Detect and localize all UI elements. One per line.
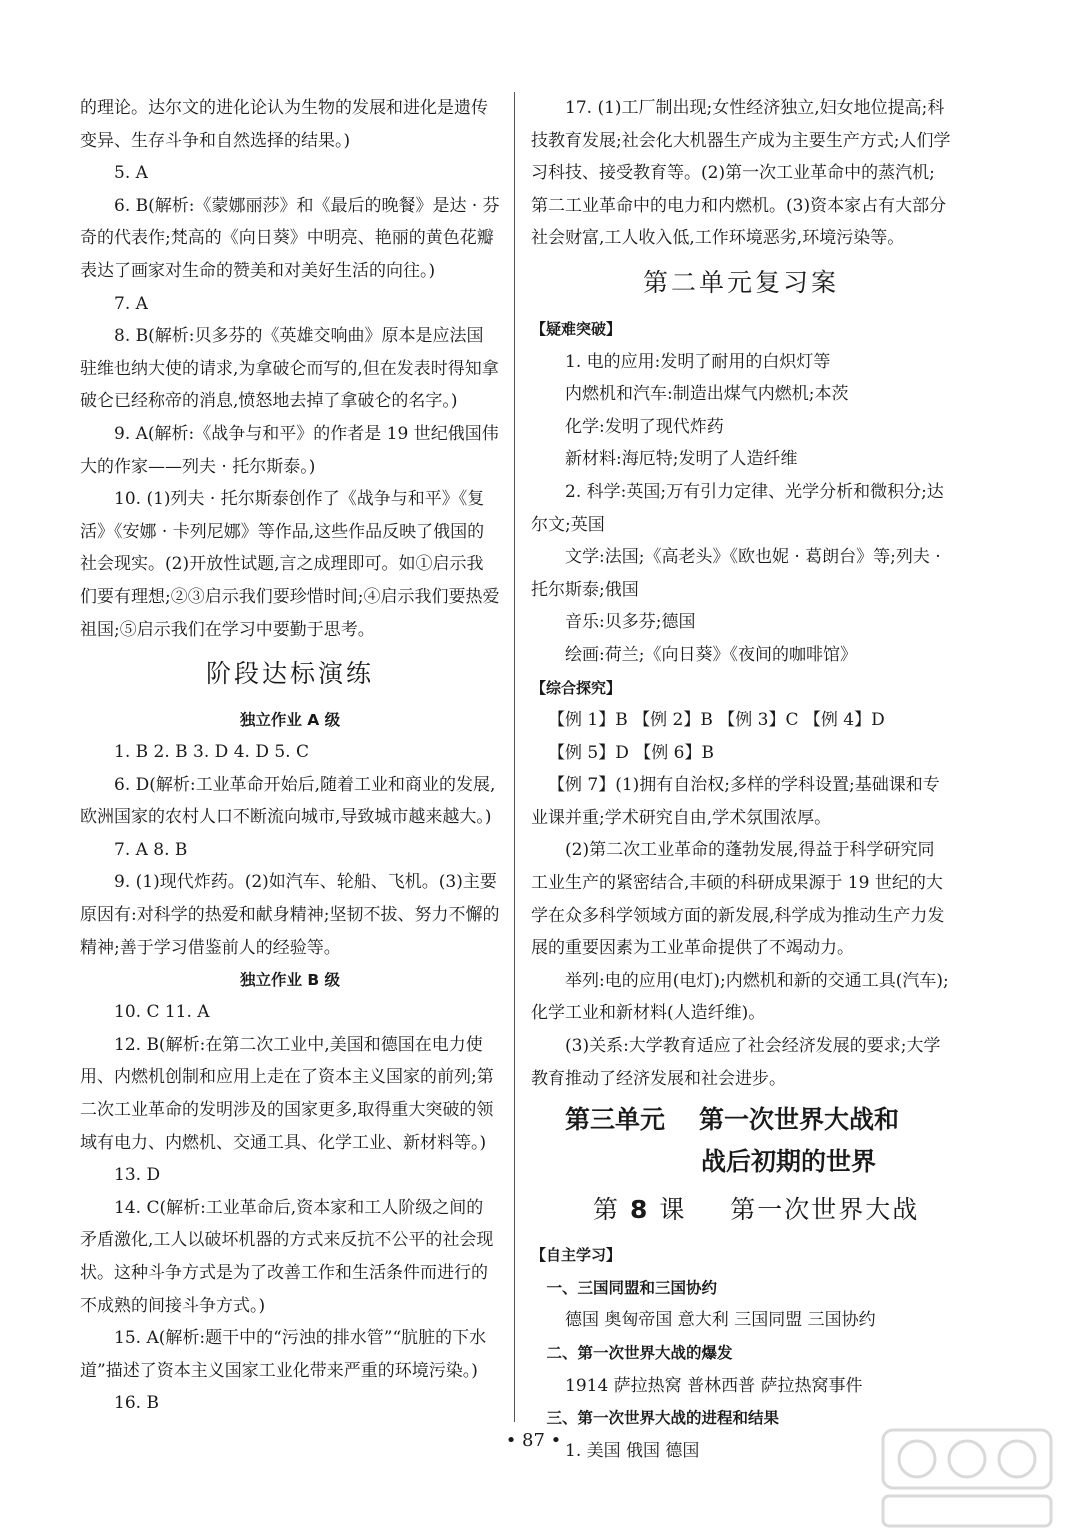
left-paragraph-12: 9. (1)现代炸药。(2)如汽车、轮船、飞机。(3)主要原因有:对科学的热爱和献身精神;坚韧不拔、努力不懈的精神;善于学习借鉴前人的经验等。 — [80, 872, 500, 958]
left-subsection-heading-13: 独立作业 B 级 — [239, 971, 341, 990]
left-paragraph-15: 12. B(解析:在第二次工业中,美国和德国在电力使用、内燃机创制和应用上走在了资本主义国家的前列;第二次工业革命的发明涉及的国家更多,取得重大突破的领域有电力、内燃机、交通工具、化学工业、新材料等。) — [80, 1034, 494, 1153]
left-paragraph-18: 15. A(解析:题干中的“污浊的排水管”“肮脏的下水道”描述了资本主义国家工业化带来严重的环境污染。) — [80, 1328, 487, 1381]
left-paragraph-17: 14. C(解析:工业革命后,资本家和工人阶级之间的矛盾激化,工人以破坏机器的方式来反抗不公平的社会现状。这种斗争方式是为了改善工作和生活条件而进行的不成熟的间接斗争方式。) — [80, 1197, 494, 1316]
right-lower-paragraph-6: 1. 美国 俄国 德国 — [565, 1440, 700, 1461]
right-lower-paragraph-2: 德国 奥匈帝国 意大利 三国同盟 三国协约 — [565, 1310, 876, 1331]
right-paragraph-6: 新材料:海厄特;发明了人造纤维 — [565, 449, 798, 470]
right-paragraph-16: 举列:电的应用(电灯);内燃机和新的交通工具(汽车);化学工业和新材料(人造纤维)。 — [531, 970, 949, 1024]
left-paragraph-6: 10. (1)列夫 · 托尔斯泰创作了《战争与和平》《复活》《安娜 · 卡列尼娜》等作品,这些作品反映了俄国的社会现实。(2)开放性试题,言之成理即可。如①启示我们要有理想;②③启示我们要珍惜时间;④启示我们要热爱祖国;⑤启示我们在学习中要勤于思考。 — [80, 489, 500, 640]
left-section-heading-7: 阶段达标演练 — [205, 659, 374, 689]
lesson-suffix: 课 — [659, 1195, 687, 1225]
unit-title-line2: 战后初期的世界 — [701, 1147, 877, 1177]
left-paragraph-19: 16. B — [114, 1393, 159, 1414]
right-bracket-heading-2: 【疑难突破】 — [531, 319, 622, 338]
left-paragraph-14: 10. C 11. A — [114, 1002, 210, 1023]
right-paragraph-9: 音乐:贝多芬;德国 — [565, 612, 696, 633]
right-paragraph-8: 文学:法国;《高老头》《欧也妮 · 葛朗台》等;列夫 · 托尔斯泰;俄国 — [531, 547, 941, 600]
right-paragraph-17: (3)关系:大学教育适应了社会经济发展的要求;大学教育推动了经济发展和社会进步。 — [531, 1036, 941, 1089]
left-paragraph-5: 9. A(解析:《战争与和平》的作者是 19 世纪俄国伟大的作家——列夫 · 托尔斯泰。) — [80, 423, 499, 477]
left-paragraph-0: 的理论。达尔文的进化论认为生物的发展和进化是遗传变异、生存斗争和自然选择的结果。) — [80, 98, 488, 151]
unit-title-line1: 第一次世界大战和 — [699, 1105, 900, 1135]
right-bracket-heading-11: 【综合探究】 — [531, 678, 622, 697]
left-paragraph-9: 1. B 2. B 3. D 4. D 5. C — [114, 742, 309, 763]
right-lower-bracket-heading-0: 【自主学习】 — [531, 1246, 622, 1265]
right-paragraph-5: 化学:发明了现代炸药 — [565, 416, 724, 437]
left-paragraph-1: 5. A — [114, 163, 148, 184]
lesson-title — [531, 1187, 951, 1233]
lesson-name: 第一次世界大战 — [730, 1195, 920, 1225]
right-paragraph-4: 内燃机和汽车:制造出煤气内燃机;本茨 — [565, 384, 849, 405]
unit-label: 第三单元 — [565, 1105, 666, 1135]
right-column — [531, 92, 951, 1467]
right-lower-topic-heading-1: 一、三国同盟和三国协约 — [546, 1278, 718, 1297]
right-column-part-a — [531, 92, 951, 1095]
right-paragraph-14: 【例 7】(1)拥有自治权;多样的学科设置;基础课和专业课并重;学术研究自由,学术氛围浓厚。 — [531, 775, 940, 828]
lesson-number: 8 — [629, 1195, 650, 1225]
right-paragraph-13: 【例 5】D 【例 6】B — [548, 742, 714, 763]
left-subsection-heading-8: 独立作业 A 级 — [239, 711, 341, 730]
left-paragraph-10: 6. D(解析:工业革命开始后,随着工业和商业的发展,欧洲国家的农村人口不断流向城市,导致城市越来越大。) — [80, 774, 496, 828]
right-paragraph-0: 17. (1)工厂制出现;女性经济独立,妇女地位提高;科技教育发展;社会化大机器生产成为主要生产方式;人们学习科技、接受教育等。(2)第一次工业革命中的蒸汽机;第二工业革命中的电力和内燃机。(3)资本家占有大部分社会财富,工人收入低,工作环境恶劣,环境污染等。 — [531, 98, 951, 249]
left-paragraph-2: 6. B(解析:《蒙娜丽莎》和《最后的晚餐》是达 · 芬奇的代表作;梵高的《向日葵》中明亮、艳丽的黄色花瓣表达了画家对生命的赞美和对美好生活的向往。) — [80, 195, 500, 281]
left-column — [80, 92, 500, 1420]
watermark-logo — [877, 1422, 1057, 1532]
left-paragraph-16: 13. D — [114, 1165, 161, 1186]
right-lower-topic-heading-5: 三、第一次世界大战的进程和结果 — [546, 1409, 780, 1428]
unit-title — [531, 1099, 951, 1183]
right-lower-paragraph-4: 1914 萨拉热窝 普林西普 萨拉热窝事件 — [565, 1375, 863, 1396]
lesson-prefix: 第 — [593, 1195, 621, 1225]
page-number: • 87 • — [505, 1430, 562, 1451]
right-paragraph-7: 2. 科学:英国;万有引力定律、光学分析和微积分;达尔文;英国 — [531, 481, 944, 535]
left-paragraph-11: 7. A 8. B — [114, 839, 188, 860]
right-paragraph-10: 绘画:荷兰;《向日葵》《夜间的咖啡馆》 — [565, 644, 857, 665]
left-paragraph-4: 8. B(解析:贝多芬的《英雄交响曲》原本是应法国驻维也纳大使的请求,为拿破仑而写的,但在发表时得知拿破仑已经称帝的消息,愤怒地去掉了拿破仑的名字。) — [80, 326, 499, 412]
right-paragraph-12: 【例 1】B 【例 2】B 【例 3】C 【例 4】D — [548, 710, 885, 731]
left-paragraph-3: 7. A — [114, 293, 148, 314]
right-lower-topic-heading-3: 二、第一次世界大战的爆发 — [546, 1344, 733, 1362]
right-paragraph-15: (2)第二次工业革命的蓬勃发展,得益于科学研究同工业生产的紧密结合,丰硕的科研成果源于 19 世纪的大学在众多科学领域方面的新发展,科学成为推动生产力发展的重要因素为工业革命提供了不竭动力。 — [531, 840, 945, 959]
right-paragraph-3: 1. 电的应用:发明了耐用的白炽灯等 — [565, 351, 831, 372]
column-divider — [514, 92, 515, 1422]
right-section-heading-1: 第二单元复习案 — [642, 267, 839, 297]
